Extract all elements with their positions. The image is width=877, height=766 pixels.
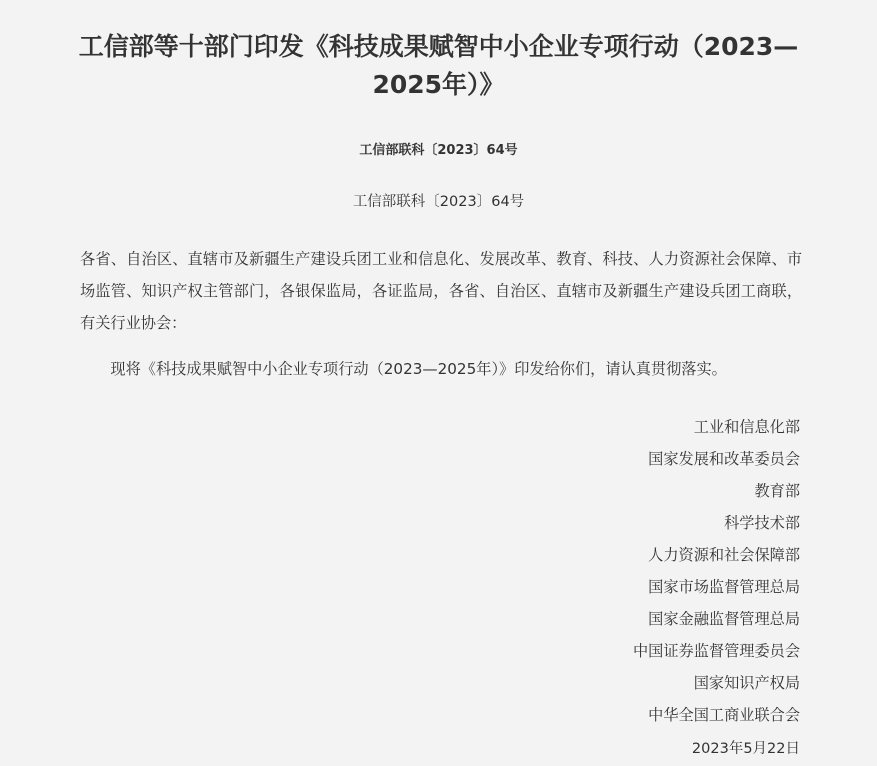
signer-item: 工业和信息化部 xyxy=(693,418,800,436)
signer-item: 科学技术部 xyxy=(724,514,800,532)
addressee-paragraph: 各省、自治区、直辖市及新疆生产建设兵团工业和信息化、发展改革、教育、科技、人力资源社会保障、市场监管、知识产权主管部门，各银保监局，各证监局，各省、自治区、直辖市及新疆生产建设兵团工商联，有关行业协会： xyxy=(80,250,802,332)
signer-item: 国家发展和改革委员会 xyxy=(648,450,800,468)
signer-list xyxy=(633,411,800,731)
signer-item: 中华全国工商业联合会 xyxy=(648,706,800,724)
issue-date: 2023年5月22日 xyxy=(691,741,800,757)
document-number-header: 工信部联科〔2023〕64号 xyxy=(359,143,518,158)
signer-item: 国家金融监督管理总局 xyxy=(648,610,800,628)
page-title: 工信部等十部门印发《科技成果赋智中小企业专项行动（2023—2025年）》 xyxy=(78,32,799,99)
signer-item: 中国证券监督管理委员会 xyxy=(632,642,800,660)
document-number: 工信部联科〔2023〕64号 xyxy=(352,194,525,210)
body-paragraph: 现将《科技成果赋智中小企业专项行动（2023—2025年）》印发给你们，请认真贯彻落实。 xyxy=(110,360,727,378)
signer-item: 人力资源和社会保障部 xyxy=(648,546,800,564)
signer-item: 国家知识产权局 xyxy=(693,674,800,692)
signer-item: 国家市场监督管理总局 xyxy=(648,578,800,596)
signer-item: 教育部 xyxy=(754,482,800,500)
